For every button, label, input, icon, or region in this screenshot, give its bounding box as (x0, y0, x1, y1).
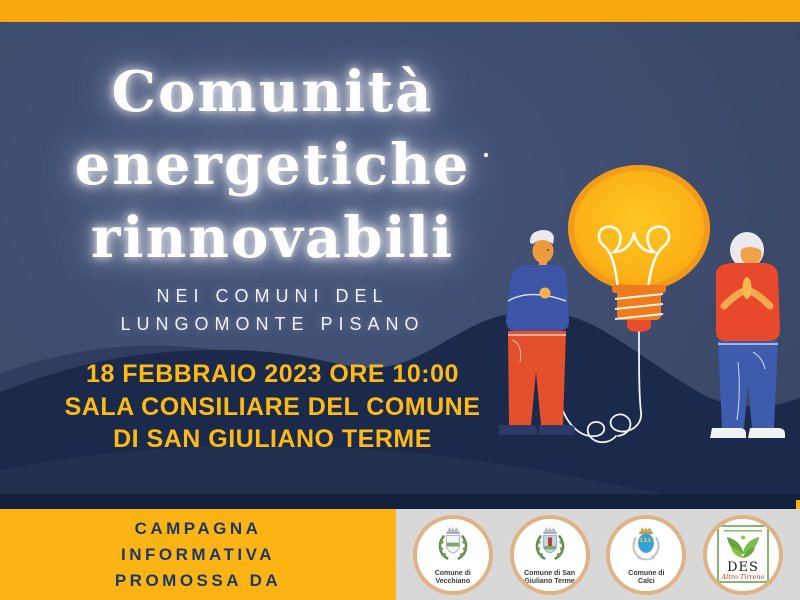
logo-des-altro-tirreno (703, 515, 783, 595)
promo-line-3: PROMOSSA DA (114, 570, 282, 590)
svg-text:LLL: LLL (640, 537, 653, 544)
des-logo-icon (715, 524, 771, 586)
san-giuliano-crest-icon (527, 523, 573, 569)
footer-divider-strip (0, 494, 800, 509)
promo-line-2: INFORMATIVA (120, 544, 276, 564)
logo-comune-di-vecchiano (413, 515, 493, 595)
logo-label: Comune di Vecchiano (434, 569, 471, 585)
logo-label: Comune di Calci (628, 569, 665, 585)
logo-comune-di-san-giuliano-terme (510, 515, 590, 595)
logo-comune-di-calci (606, 515, 686, 595)
promo-line-1: CAMPAGNA (134, 518, 262, 538)
subtitle-line-1: NEI COMUNI DEL (156, 286, 389, 306)
svg-text:DES: DES (727, 559, 760, 575)
poster-title (30, 56, 515, 275)
event-venue-line-1: SALA CONSILIARE DEL COMUNE (64, 392, 481, 421)
event-datetime: 18 FEBBRAIO 2023 ORE 10:00 (86, 360, 459, 388)
subtitle-line-2: LUNGOMONTE PISANO (120, 314, 425, 334)
light-bulb-icon (568, 165, 710, 332)
poster-subtitle (30, 282, 515, 338)
vecchiano-crest-icon (430, 523, 476, 569)
footer-yellow-notch (796, 500, 800, 509)
partner-logos (396, 509, 800, 600)
svg-text:Altro Tirreno: Altro Tirreno (721, 572, 765, 581)
title-line-2: energetiche (74, 132, 471, 198)
calci-crest-icon (623, 523, 669, 569)
title-line-1: Comunità (111, 59, 434, 125)
title-line-3: rinnovabili (90, 205, 455, 271)
event-info (40, 358, 505, 456)
logo-label: Comune di San Giuliano Terme (524, 569, 576, 585)
promo-text-block (0, 509, 396, 600)
event-venue-line-2: DI SAN GIULIANO TERME (113, 425, 432, 453)
footer (0, 494, 800, 600)
